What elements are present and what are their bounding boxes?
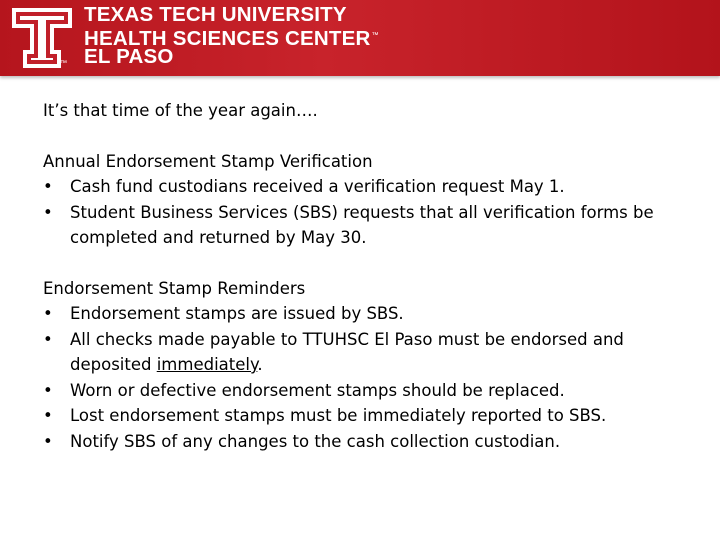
- bullet-icon: •: [43, 406, 53, 425]
- institution-name-line1: TEXAS TECH UNIVERSITY: [84, 3, 347, 26]
- section-annual-verification: [43, 149, 683, 251]
- intro-text: It’s that time of the year again….: [43, 101, 318, 120]
- bullet-list: [43, 301, 683, 454]
- title-trademark: ™: [371, 32, 379, 39]
- header-banner: [0, 0, 720, 76]
- section-stamp-reminders: [43, 276, 683, 455]
- institution-name-line2: HEALTH SCIENCES CENTER™: [84, 27, 379, 50]
- slide-body: [43, 98, 683, 479]
- bullet-icon: •: [43, 304, 53, 323]
- bullet-icon: •: [43, 329, 53, 349]
- bullet-icon: •: [43, 177, 53, 196]
- list-item: • Notify SBS of any changes to the cash collection custodian.: [43, 429, 683, 455]
- list-item: • Cash fund custodians received a verification request May 1.: [43, 174, 683, 200]
- list-item: • Endorsement stamps are issued by SBS.: [43, 301, 683, 327]
- section-title: Annual Endorsement Stamp Verification: [43, 151, 373, 171]
- list-item: • Lost endorsement stamps must be immediately reported to SBS.: [43, 403, 683, 429]
- emphasis-immediately: immediately: [156, 355, 258, 374]
- list-item: • Worn or defective endorsement stamps should be replaced.: [43, 378, 683, 404]
- institution-name-line3: EL PASO: [84, 45, 174, 68]
- logo-trademark: ™: [60, 60, 67, 67]
- section-title: Endorsement Stamp Reminders: [43, 278, 306, 298]
- bullet-list: [43, 174, 683, 251]
- list-item: • All checks made payable to TTUHSC El Paso must be endorsed and deposited immediately.: [43, 327, 683, 378]
- bullet-icon: •: [43, 431, 53, 451]
- bullet-icon: •: [43, 380, 53, 400]
- bullet-icon: •: [43, 202, 53, 222]
- list-item: • Student Business Services (SBS) requests that all verification forms be completed and returned by May 30.: [43, 200, 683, 251]
